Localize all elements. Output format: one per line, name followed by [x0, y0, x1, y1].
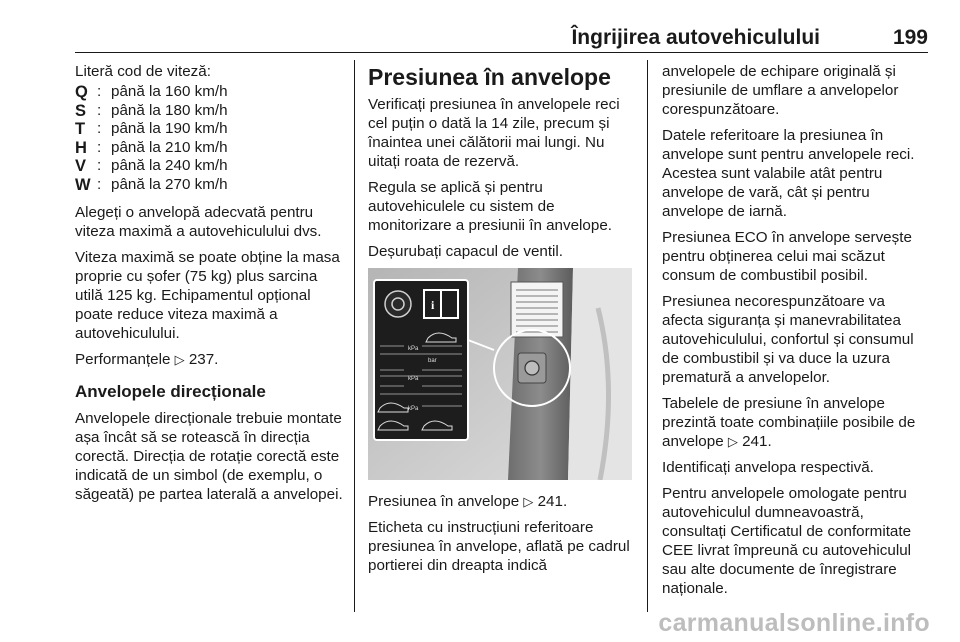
speed-code-value: până la 160 km/h [111, 83, 228, 100]
speed-code-letter: W [75, 175, 91, 194]
page-reference-icon: ▷ [727, 434, 738, 449]
speed-code-row [75, 120, 343, 139]
speed-code-separator: : [97, 83, 102, 100]
speed-code-separator: : [97, 138, 102, 156]
paragraph-identify-tyre: Identificați anvelopa respectivă. [662, 459, 874, 476]
paragraph-unscrew-valve-cap: Deșurubați capacul de ventil. [368, 243, 564, 260]
paragraph-door-label: Eticheta cu instrucțiuni referitoare presiunea în anvelope, aflată pe cadrul portierei din dreapta indică [368, 519, 630, 574]
figure-kpa-label: kPa [408, 406, 419, 412]
column-divider-left [354, 60, 355, 612]
page-header-title: Îngrijirea autovehiculului [571, 26, 820, 49]
speed-code-letter: S [75, 101, 87, 120]
paragraph-approved-tyres: Pentru anvelopele omologate pentru autovehiculul dumneavoastră, consultați Certificatul de conformitate CEE livrat împreună cu autovehiculul sau alte documente de înregistrare naționale. [662, 485, 912, 597]
speed-code-separator: : [97, 120, 102, 137]
performance-reference [75, 350, 343, 369]
column-right [662, 62, 930, 605]
column-middle [368, 62, 634, 582]
header-divider [75, 52, 928, 53]
speed-code-row [75, 83, 343, 102]
pressure-tables-reference [662, 394, 930, 451]
speed-code-value: până la 210 km/h [111, 138, 228, 156]
paragraph-cold-tyres: Datele referitoare la presiunea în anvelope sunt pentru anvelopele reci. Acestea sunt valabile atât pentru anvelope de vară, cât și pentru anvelope de iarnă. [662, 127, 915, 220]
paragraph-original-tyres: anvelopele de echipare originală și presiunile de umflare a anvelopelor corespunzătoare. [662, 63, 899, 118]
speed-code-separator: : [97, 101, 102, 119]
paragraph-eco-pressure: Presiunea ECO în anvelope servește pentru obținerea celui mai scăzut consum de combustibil posibil. [662, 229, 912, 284]
speed-code-letter: T [75, 120, 86, 138]
speed-code-value: până la 190 km/h [111, 120, 228, 137]
speed-code-row [75, 157, 343, 176]
paragraph-max-speed: Viteza maximă se poate obține la masa proprie cu șofer (75 kg) plus sarcina utilă 125 kg. Echipamentul opțional poate reduce viteza maximă a autovehiculului. [75, 249, 340, 342]
svg-text:i: i [431, 298, 435, 312]
paragraph-check-pressure: Verificați presiunea în anvelopele reci cel puțin o dată la 14 zile, precum și înaintea unei călătorii mai lungi. Nu uitați roata de rezervă. [368, 96, 620, 170]
speed-code-row [75, 102, 343, 121]
speed-code-heading: Literă cod de viteză: [75, 63, 211, 80]
performance-page-link[interactable]: 237. [188, 351, 219, 368]
paragraph-tpms-rule: Regula se aplică și pentru autovehiculele cu sistem de monitorizare a presiunii în anvelope. [368, 179, 612, 234]
column-left [75, 62, 343, 511]
pressure-reference [368, 492, 634, 511]
speed-code-value: până la 270 km/h [111, 175, 228, 193]
speed-code-value: până la 180 km/h [111, 101, 228, 119]
figure-kpa-label: kPa [408, 376, 419, 382]
pressure-tables-page-link[interactable]: 241. [742, 433, 772, 450]
speed-code-letter: Q [75, 83, 88, 101]
figure-bar-label: bar [428, 358, 437, 364]
door-pillar-illustration [368, 268, 632, 480]
pressure-page-link[interactable]: 241. [537, 493, 568, 510]
page-reference-icon: ▷ [523, 494, 534, 509]
paragraph-incorrect-pressure: Presiunea necorespunzătoare va afecta siguranța și manevrabilitatea autovehiculului, confortul și consumul de combustibil și va duce la uzura prematură a anvelopelor. [662, 293, 914, 386]
tyre-pressure-label-figure [368, 268, 632, 480]
performance-label: Performanțele [75, 351, 175, 368]
speed-code-letter: V [75, 157, 87, 175]
tyre-pressure-heading: Presiunea în anvelope [368, 64, 611, 90]
paragraph-directional-tyres: Anvelopele direcționale trebuie montate așa încât să se rotească în direcția corectă. Direcția de rotație corectă este indicată de un simbol (de exemplu, o săgeată) pe partea laterală a anvelopei. [75, 410, 343, 503]
paragraph-choose-tyre: Alegeți o anvelopă adecvată pentru viteza maximă a autovehiculului dvs. [75, 204, 322, 240]
speed-code-row [75, 139, 343, 158]
speed-code-row [75, 176, 343, 195]
speed-code-list [75, 83, 343, 194]
pressure-reference-label: Presiunea în anvelope [368, 493, 524, 510]
speed-code-separator: : [97, 157, 102, 174]
directional-tyres-heading: Anvelopele direcționale [75, 382, 266, 401]
pressure-tables-text: Tabelele de presiune în anvelope prezintă toate combinațiile posibile de anvelope [662, 395, 916, 450]
figure-kpa-label: kPa [408, 346, 419, 352]
speed-code-letter: H [75, 138, 87, 157]
speed-code-separator: : [97, 175, 102, 193]
site-watermark: carmanualsonline.info [658, 609, 930, 637]
page-reference-icon: ▷ [174, 352, 185, 367]
speed-code-value: până la 240 km/h [111, 157, 228, 174]
column-divider-right [647, 60, 648, 612]
page-number: 199 [892, 26, 928, 49]
